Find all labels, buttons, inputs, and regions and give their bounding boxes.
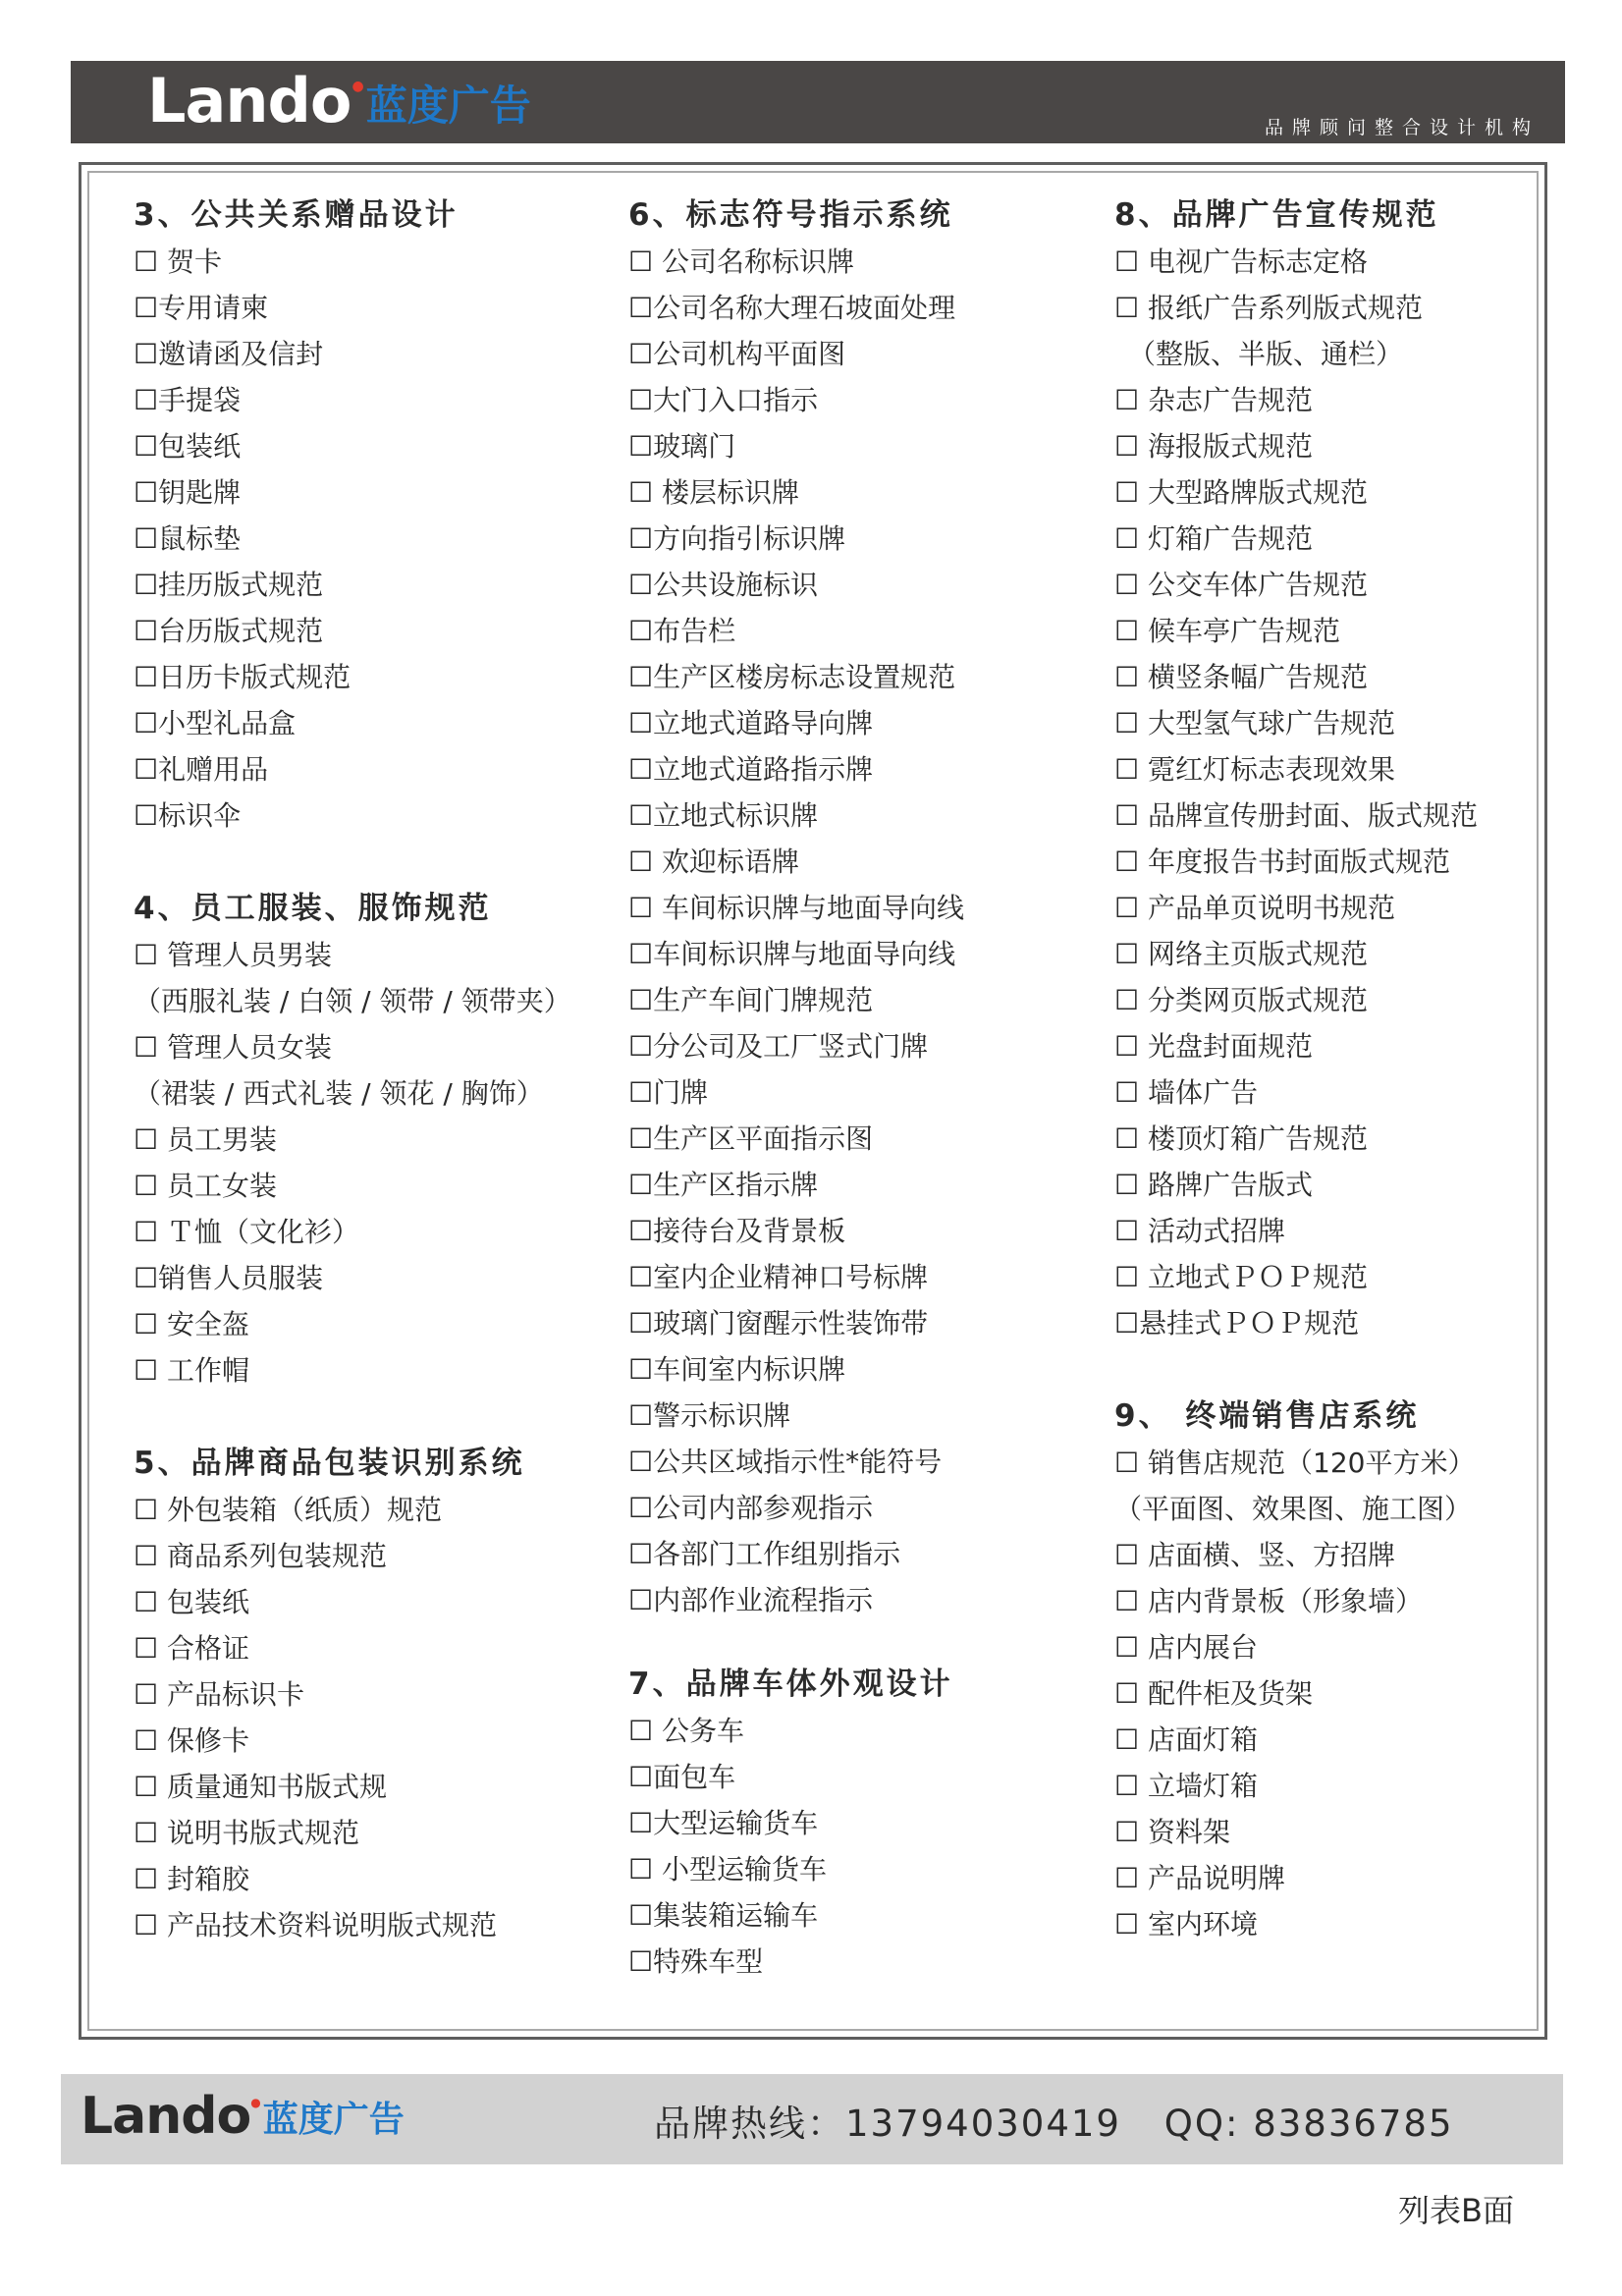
section-title: 7、品牌车体外观设计: [628, 1667, 953, 1702]
checklist-item[interactable]: ☐ 合格证: [134, 1632, 250, 1665]
checklist-item-note: （西服礼装 / 白领 / 领带 / 领带夹）: [134, 985, 571, 1017]
checklist-item[interactable]: ☐ 光盘封面规范: [1114, 1030, 1314, 1063]
checklist-item[interactable]: ☐ 说明书版式规范: [134, 1817, 360, 1849]
checklist-item[interactable]: ☐ 立地式ＰＯＰ规范: [1114, 1261, 1369, 1293]
checklist-item[interactable]: ☐ 分类网页版式规范: [1114, 984, 1369, 1016]
checklist-item[interactable]: ☐面包车: [628, 1761, 736, 1793]
checklist-item[interactable]: ☐小型礼品盒: [134, 707, 297, 739]
checklist-item[interactable]: ☐ 公务车: [628, 1715, 745, 1747]
section-gifts: [134, 191, 624, 839]
qq-number: QQ: 83836785: [1163, 2103, 1454, 2145]
checklist-item[interactable]: ☐ 楼顶灯箱广告规范: [1114, 1122, 1369, 1155]
checklist-item[interactable]: ☐ 外包装箱（纸质）规范: [134, 1494, 443, 1526]
section-title: 6、标志符号指示系统: [628, 197, 953, 233]
checklist-item[interactable]: ☐公司名称大理石坡面处理: [628, 292, 956, 324]
checklist-item[interactable]: ☐ 产品单页说明书规范: [1114, 892, 1396, 924]
checklist-item[interactable]: ☐日历卡版式规范: [134, 661, 351, 693]
checklist-item[interactable]: ☐ 员工女装: [134, 1170, 278, 1202]
checklist-item[interactable]: ☐ 大型路牌版式规范: [1114, 476, 1369, 509]
checklist-item[interactable]: ☐ 管理人员女装: [134, 1031, 333, 1064]
checklist-item[interactable]: ☐ 品牌宣传册封面、版式规范: [1114, 799, 1479, 832]
checklist-item[interactable]: ☐车间室内标识牌: [628, 1353, 846, 1386]
checklist-item[interactable]: ☐车间标识牌与地面导向线: [628, 938, 956, 970]
checklist-item[interactable]: ☐公司内部参观指示: [628, 1492, 874, 1524]
section-advertising: [1114, 191, 1605, 1346]
checklist-item[interactable]: ☐ 管理人员男装: [134, 939, 333, 971]
checklist-item[interactable]: ☐ 公交车体广告规范: [1114, 569, 1369, 601]
checklist-item[interactable]: ☐分公司及工厂竖式门牌: [628, 1030, 929, 1063]
section-retail-store: [1114, 1393, 1605, 1947]
checklist-item[interactable]: ☐专用请柬: [134, 292, 269, 324]
registered-mark-icon: ●: [250, 2096, 261, 2109]
checklist-item[interactable]: ☐玻璃门: [628, 430, 736, 463]
checklist-item[interactable]: ☐ 销售店规范（120平方米）: [1114, 1447, 1476, 1479]
section-title: 9、 终端销售店系统: [1114, 1398, 1420, 1434]
checklist-item[interactable]: ☐ 电视广告标志定格: [1114, 246, 1369, 278]
checklist-item[interactable]: ☐各部门工作组别指示: [628, 1538, 901, 1570]
brand-logo: [147, 67, 531, 136]
checklist-item[interactable]: ☐ 欢迎标语牌: [628, 846, 800, 878]
checklist-item[interactable]: ☐ 小型运输货车: [628, 1853, 828, 1886]
footer-logo-chinese-name: 蓝度广告: [262, 2100, 405, 2140]
checklist-item[interactable]: ☐生产区指示牌: [628, 1169, 819, 1201]
checklist-item[interactable]: ☐ 海报版式规范: [1114, 430, 1314, 463]
checklist-item[interactable]: ☐ 墙体广告: [1114, 1076, 1259, 1109]
registered-mark-icon: ●: [351, 79, 364, 94]
checklist-item[interactable]: ☐邀请函及信封: [134, 338, 324, 370]
section-title: 4、员工服装、服饰规范: [134, 891, 492, 926]
section-title: 8、品牌广告宣传规范: [1114, 197, 1439, 233]
page-side-label: 列表B面: [1398, 2192, 1514, 2229]
checklist-item[interactable]: ☐立地式标识牌: [628, 799, 819, 832]
checklist-item[interactable]: ☐接待台及背景板: [628, 1215, 846, 1247]
checklist-item[interactable]: ☐大门入口指示: [628, 384, 819, 416]
checklist-item[interactable]: ☐ 霓红灯标志表现效果: [1114, 753, 1396, 786]
checklist-item[interactable]: ☐悬挂式ＰＯＰ规范: [1114, 1307, 1360, 1339]
checklist-item[interactable]: ☐ 公司名称标识牌: [628, 246, 855, 278]
checklist-item[interactable]: ☐ 包装纸: [134, 1586, 250, 1618]
checklist-item[interactable]: ☐ 安全盔: [134, 1308, 250, 1340]
checklist-item[interactable]: ☐ 配件柜及货架: [1114, 1677, 1314, 1710]
footer-logo: [81, 2086, 405, 2147]
checklist-item[interactable]: ☐ 杂志广告规范: [1114, 384, 1314, 416]
checklist-item[interactable]: ☐ 保修卡: [134, 1724, 250, 1757]
column-3: [1114, 191, 1605, 1947]
checklist-item[interactable]: ☐标识伞: [134, 799, 242, 832]
checklist-item[interactable]: ☐内部作业流程指示: [628, 1584, 874, 1616]
checklist-item[interactable]: ☐玻璃门窗醒示性装饰带: [628, 1307, 929, 1339]
checklist-item[interactable]: ☐门牌: [628, 1076, 709, 1109]
checklist-item[interactable]: ☐公司机构平面图: [628, 338, 846, 370]
checklist-item[interactable]: ☐ 年度报告书封面版式规范: [1114, 846, 1451, 878]
checklist-item[interactable]: ☐公共设施标识: [628, 569, 819, 601]
checklist-item[interactable]: ☐销售人员服装: [134, 1262, 324, 1294]
checklist-item-note: （平面图、效果图、施工图）: [1114, 1493, 1473, 1525]
checklist-item[interactable]: ☐ 车间标识牌与地面导向线: [628, 892, 965, 924]
checklist-item[interactable]: ☐集装箱运输车: [628, 1899, 819, 1932]
checklist-item[interactable]: ☐ 产品说明牌: [1114, 1862, 1286, 1894]
checklist-item[interactable]: ☐ 店面灯箱: [1114, 1723, 1259, 1756]
section-vehicles: [628, 1661, 1119, 1985]
checklist-item[interactable]: ☐ 工作帽: [134, 1354, 250, 1387]
checklist-item[interactable]: ☐立地式道路导向牌: [628, 707, 874, 739]
checklist-item[interactable]: ☐ 员工男装: [134, 1123, 278, 1156]
checklist-item[interactable]: ☐立地式道路指示牌: [628, 753, 874, 786]
checklist-item-note: （裙装 / 西式礼装 / 领花 / 胸饰）: [134, 1077, 544, 1110]
column-1: [134, 191, 624, 1948]
checklist-item[interactable]: ☐鼠标垫: [134, 522, 242, 555]
hotline-number: 品牌热线：13794030419: [654, 2103, 1121, 2145]
checklist-item[interactable]: ☐公共区域指示性*能符号: [628, 1446, 943, 1478]
checklist-item[interactable]: ☐ 质量通知书版式规: [134, 1771, 388, 1803]
checklist-item[interactable]: ☐ 候车亭广告规范: [1114, 615, 1341, 647]
checklist-item-note: （整版、半版、通栏）: [1114, 338, 1404, 370]
checklist-item[interactable]: ☐生产区平面指示图: [628, 1122, 874, 1155]
header-bar: [71, 61, 1565, 143]
checklist-item[interactable]: ☐ 贺卡: [134, 246, 223, 278]
checklist-item[interactable]: ☐ 资料架: [1114, 1816, 1231, 1848]
checklist-item[interactable]: ☐ 室内环境: [1114, 1908, 1259, 1941]
footer-logo-wordmark: Lando: [81, 2087, 251, 2146]
checklist-item[interactable]: ☐ 店面横、竖、方招牌: [1114, 1539, 1396, 1571]
checklist-item[interactable]: ☐ 店内背景板（形象墙）: [1114, 1585, 1424, 1617]
checklist-item[interactable]: ☐ Ｔ恤（文化衫）: [134, 1216, 360, 1248]
checklist-item[interactable]: ☐ 立墙灯箱: [1114, 1770, 1259, 1802]
checklist-item[interactable]: ☐台历版式规范: [134, 615, 324, 647]
checklist-item[interactable]: ☐ 楼层标识牌: [628, 476, 800, 509]
checklist-item[interactable]: ☐警示标识牌: [628, 1399, 791, 1432]
checklist-item[interactable]: ☐包装纸: [134, 430, 242, 463]
checklist-item[interactable]: ☐ 产品标识卡: [134, 1678, 305, 1711]
checklist-item[interactable]: ☐生产车间门牌规范: [628, 984, 874, 1016]
checklist-item[interactable]: ☐方向指引标识牌: [628, 522, 846, 555]
section-title: 5、品牌商品包装识别系统: [134, 1446, 525, 1481]
logo-chinese-name: 蓝度广告: [365, 82, 531, 130]
checklist-item[interactable]: ☐ 网络主页版式规范: [1114, 938, 1369, 970]
checklist-item[interactable]: ☐室内企业精神口号标牌: [628, 1261, 929, 1293]
checklist-item[interactable]: ☐布告栏: [628, 615, 736, 647]
checklist-item[interactable]: ☐ 店内展台: [1114, 1631, 1259, 1664]
checklist-item[interactable]: ☐ 横竖条幅广告规范: [1114, 661, 1369, 693]
checklist-item[interactable]: ☐礼赠用品: [134, 753, 269, 786]
checklist-item[interactable]: ☐ 灯箱广告规范: [1114, 522, 1314, 555]
checklist-item[interactable]: ☐挂历版式规范: [134, 569, 324, 601]
footer-bar: [61, 2074, 1563, 2164]
section-signage: [628, 191, 1119, 1623]
column-2: [628, 191, 1119, 1985]
checklist-item[interactable]: ☐ 商品系列包装规范: [134, 1540, 388, 1572]
checklist-item[interactable]: ☐ 报纸广告系列版式规范: [1114, 292, 1424, 324]
checklist-item[interactable]: ☐大型运输货车: [628, 1807, 819, 1839]
checklist-item[interactable]: ☐钥匙牌: [134, 476, 242, 509]
checklist-item[interactable]: ☐ 封箱胶: [134, 1863, 250, 1895]
checklist-item[interactable]: ☐ 活动式招牌: [1114, 1215, 1286, 1247]
checklist-item[interactable]: ☐特殊车型: [628, 1945, 764, 1978]
header-subtitle: 品牌顾问整合设计机构: [1264, 117, 1540, 138]
logo-wordmark: Lando: [147, 65, 351, 137]
checklist-item[interactable]: ☐ 大型氢气球广告规范: [1114, 707, 1396, 739]
checklist-item[interactable]: ☐生产区楼房标志设置规范: [628, 661, 956, 693]
section-packaging: [134, 1440, 624, 1948]
checklist-item[interactable]: ☐手提袋: [134, 384, 242, 416]
checklist-item[interactable]: ☐ 产品技术资料说明版式规范: [134, 1909, 498, 1941]
section-title: 3、公共关系赠品设计: [134, 197, 459, 233]
checklist-item[interactable]: ☐ 路牌广告版式: [1114, 1169, 1314, 1201]
contact-info: [654, 2094, 1454, 2147]
section-uniforms: [134, 885, 624, 1394]
